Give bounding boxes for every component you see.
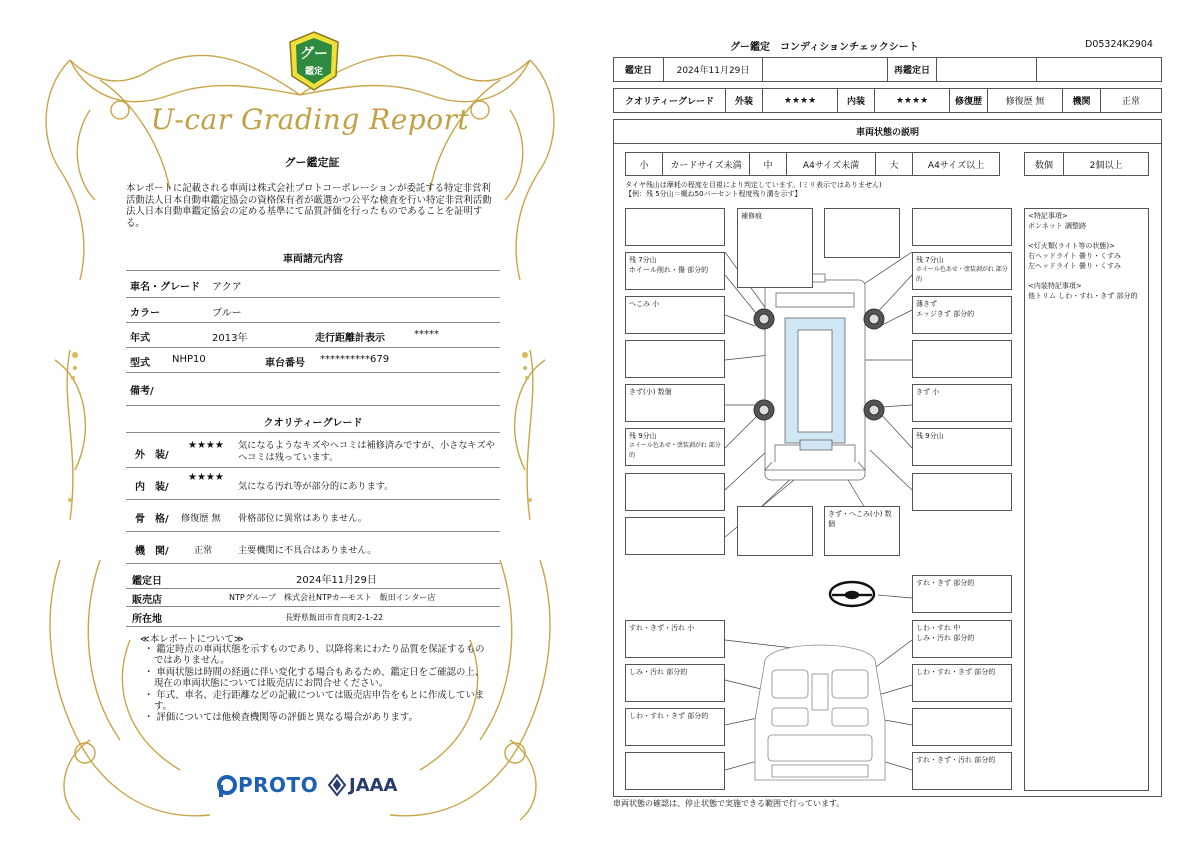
exterior-comment: 気になるようなキズやヘコミは補修済みですが、小さなキズやヘコミは残っています。: [238, 440, 495, 463]
ext-note-left-2: [625, 252, 725, 290]
int-note-left-2-text: しみ・汚れ 部分的: [629, 668, 688, 676]
ext-note-right-6-text: 残 9分山: [916, 432, 944, 440]
vin-value: **********679: [320, 354, 390, 365]
date-label-cell: 鑑定日: [613, 57, 664, 82]
interior-stars: ★★★★: [188, 472, 224, 483]
frame-value: 修復歴 無: [181, 513, 221, 524]
shop-label: 販売店: [132, 595, 162, 606]
legend-small: 小: [625, 152, 663, 176]
ext-note-right-4: [912, 340, 1012, 378]
exterior-label-cell: 外装: [725, 88, 763, 113]
steering-wheel-icon: [830, 582, 874, 606]
ext-note-left-8: [625, 517, 725, 555]
ext-note-left-1: [625, 208, 725, 246]
legend-count: 数個: [1024, 152, 1064, 176]
ext-note-top-2: [737, 208, 813, 288]
ext-note-right-2-text: 残 7分山: [916, 256, 944, 264]
quality-header: クオリティーグレード: [263, 418, 363, 429]
date-value: 2024年11月29日: [296, 575, 377, 586]
int-note-right-2: [912, 664, 1012, 702]
int-note-right-4-text: すれ・きず・汚れ 部分的: [916, 756, 996, 764]
about-list: [144, 644, 492, 724]
exterior-stars: ★★★★: [188, 440, 224, 451]
proto-text: PROTO: [238, 773, 319, 797]
ext-note-left-6: [625, 428, 725, 466]
quality-label-cell: クオリティーグレード: [613, 88, 726, 113]
ext-note-bottom-3: [824, 506, 900, 556]
ext-note-left-5: [625, 384, 725, 422]
shop-value: NTPグループ 株式会社NTPカーモスト 飯田インター店: [229, 593, 436, 602]
interior-label: 内 装/: [135, 482, 169, 493]
recheck-value-cell: [936, 57, 1037, 82]
engine-label-cell: 機関: [1062, 88, 1101, 113]
int-note-right-4: [912, 752, 1012, 790]
int-note-left-1-text: すれ・きず・汚れ 小: [629, 624, 695, 632]
int-note-right-2-text: しわ・すれ・きず 部分的: [916, 668, 996, 676]
ext-note-right-2-sub: ホイール色あせ・塗装剥がれ 部分的: [916, 266, 1008, 283]
engine-comment: 主要機関に不具合はありません。: [238, 545, 377, 556]
recheck-blank-cell: [1036, 57, 1162, 82]
jaaa-mark-icon: [327, 773, 347, 797]
ext-note-left-6-sub: ホイール色あせ・塗装剥がれ 部分的: [629, 442, 721, 459]
color-label: カラー: [130, 308, 160, 319]
legend-large-desc: A4サイズ以上: [912, 152, 1000, 176]
special-notes-text: <特記事項> ボンネット 調整跡 <灯火類(ライト等の状態)> 右ヘッドライト 曇り・くすみ 左ヘッドライト 曇り・くすみ <内装特記事項> 他トリム しわ・すれ・きず 部分的: [1028, 212, 1138, 300]
remarks-label: 備考/: [130, 386, 154, 397]
about-item: ・ 評価については他検査機関等の評価と異なる場合があります。: [144, 712, 418, 724]
ext-note-right-3: [912, 296, 1012, 334]
engine-value: 正常: [194, 545, 213, 556]
ext-note-left-6-text: 残 9分山: [629, 432, 657, 440]
ext-note-right-2: [912, 252, 1012, 290]
ext-note-right-5-text: きず 小: [916, 388, 940, 396]
int-note-right-1: [912, 620, 1012, 658]
report-intro: 本レポートに記載される車両は株式会社プロトコーポレーションが委託する特定非営利活動法人日本自動車鑑定協会の資格保有者が厳選かつ公平な検査を行い特定非営利活動法人日本自動車鑑定協会の定める基準にて品質評価を行ったものであることを証明する。: [126, 183, 492, 229]
spec-header: 車両諸元内容: [283, 254, 343, 265]
int-note-left-3: [625, 708, 725, 746]
color-value: ブルー: [212, 308, 242, 319]
ext-note-top-2-text: 補修痕: [741, 212, 762, 220]
cursive-title: U-car Grading Report: [150, 103, 470, 136]
mileage-label: 走行距離計表示: [315, 333, 385, 344]
special-notes: [1024, 208, 1149, 791]
jaaa-text: JAAA: [349, 774, 398, 796]
date-label: 鑑定日: [132, 576, 162, 587]
ext-note-bottom-2: [737, 506, 813, 556]
model-label: 型式: [130, 358, 150, 369]
ext-note-left-3-text: へこみ 小: [629, 300, 660, 308]
int-note-left-2: [625, 664, 725, 702]
ext-note-right-7: [912, 473, 1012, 511]
int-note-right-1-text: しわ・すれ 中 しみ・汚れ 部分的: [916, 624, 975, 642]
frame-comment: 骨格部位に異常はありません。: [238, 513, 368, 524]
interior-label-cell: 内装: [837, 88, 875, 113]
car-name-label: 車名・グレード: [130, 282, 200, 293]
description-header: 車両状態の説明: [613, 119, 1162, 144]
legend-count-desc: 2個以上: [1063, 152, 1149, 176]
ext-note-right-6: [912, 428, 1012, 466]
vin-label: 車台番号: [265, 358, 305, 369]
repair-value-cell: 修復歴 無: [987, 88, 1063, 113]
sheet-footer: 車両状態の確認は、停止状態で実施できる範囲で行っています。: [613, 799, 845, 808]
int-note-right-3: [912, 708, 1012, 746]
mileage-value: *****: [414, 329, 439, 340]
interior-stars-cell: ★★★★: [874, 88, 950, 113]
tire-note-2: 【例：残 5分山＝概ね50パーセント程度残り溝を示す】: [625, 190, 802, 198]
car-name-value: アクア: [212, 282, 242, 293]
ext-note-right-3-text: 薄きず エッジきず 部分的: [916, 300, 975, 318]
frame-label: 骨 格/: [135, 514, 169, 525]
address-value: 長野県飯田市育良町2-1-22: [285, 613, 384, 622]
engine-value-cell: 正常: [1100, 88, 1162, 113]
int-note-left-3-text: しわ・すれ・きず 部分的: [629, 712, 709, 720]
int-note-steering: [912, 575, 1012, 613]
about-title: ≪本レポートについて≫: [140, 634, 244, 645]
logo-goo-text: グー: [300, 46, 328, 62]
int-note-steering-text: すれ・きず 部分的: [916, 579, 975, 587]
ext-note-left-2-text: 残 7分山 ホイール削れ・傷 部分的: [629, 256, 709, 274]
document-id: D05324K2904: [1085, 39, 1153, 50]
exterior-label: 外 装/: [135, 450, 169, 461]
about-item: ・ 車両状態は時間の経過に伴い変化する場合もあるため、鑑定日をご確認の上、現在の車両状態については販売店にお問合せください。: [144, 666, 485, 690]
exterior-stars-cell: ★★★★: [762, 88, 838, 113]
ext-note-top-3: [824, 208, 900, 258]
ext-note-bottom-3-text: きず・へこみ(小) 数個: [828, 510, 892, 528]
logo-kantei-text: 鑑定: [304, 67, 324, 77]
goo-kantei-logo: [284, 30, 344, 92]
legend-medium-desc: A4サイズ未満: [786, 152, 876, 176]
ext-note-left-3: [625, 296, 725, 334]
legend-large: 大: [875, 152, 913, 176]
jaaa-logo: [327, 772, 398, 798]
proto-logo: [216, 772, 318, 798]
ext-note-right-5: [912, 384, 1012, 422]
year-label: 年式: [130, 333, 150, 344]
ext-note-left-4: [625, 340, 725, 378]
proto-mark-icon: [216, 773, 238, 797]
ext-note-left-5-text: きず(小) 数個: [629, 388, 672, 396]
int-note-left-1: [625, 620, 725, 658]
sheet-title: グー鑑定 コンディションチェックシート: [730, 42, 919, 53]
int-note-left-4: [625, 752, 725, 790]
tire-note-1: タイヤ残山は摩耗の程度を目視により判定しています。(ミリ表示ではありません): [625, 181, 882, 189]
model-value: NHP10: [172, 354, 206, 365]
legend-small-desc: カードサイズ未満: [662, 152, 750, 176]
about-item: ・ 年式、車名、走行距離などの記載については販売店申告をもとに作成しています。: [144, 689, 485, 713]
date-blank-cell: [762, 57, 888, 82]
year-value: 2013年: [212, 333, 248, 344]
date-value-cell: 2024年11月29日: [663, 57, 763, 82]
ext-note-left-7: [625, 473, 725, 511]
about-item: ・ 鑑定時点の車両状態を示すものであり、以降将来にわたり品質を保証するものではありません。: [144, 644, 485, 667]
recheck-label-cell: 再鑑定日: [887, 57, 937, 82]
report-title: グー鑑定証: [284, 156, 340, 169]
ext-note-right-1: [912, 208, 1012, 246]
engine-label: 機 関/: [135, 546, 169, 557]
address-label: 所在地: [132, 614, 162, 625]
interior-comment: 気になる汚れ等が部分的にあります。: [238, 481, 394, 492]
legend-medium: 中: [749, 152, 787, 176]
repair-label-cell: 修復歴: [949, 88, 988, 113]
